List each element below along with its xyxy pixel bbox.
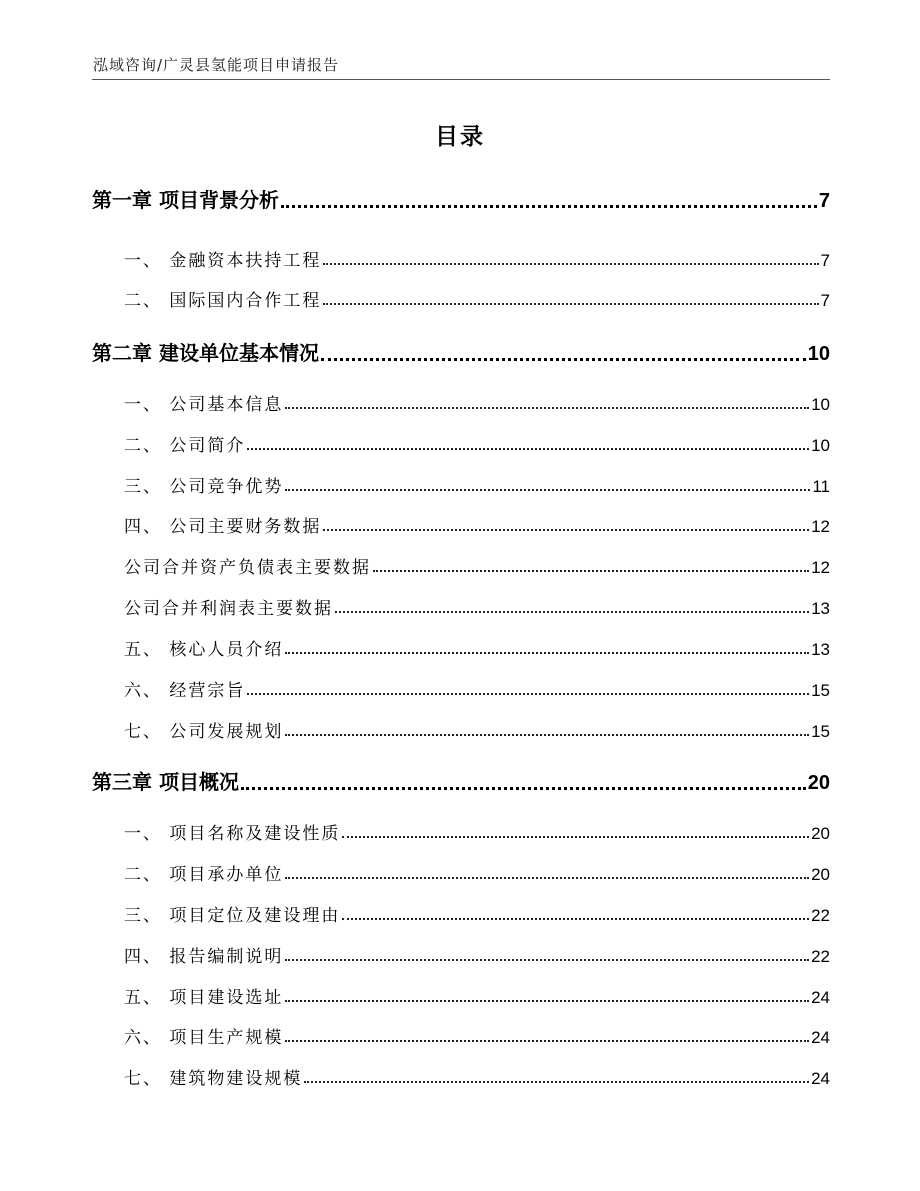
toc-entry-page: 20 <box>811 824 830 843</box>
toc-entry-page: 24 <box>811 988 830 1007</box>
toc-leader <box>285 1000 809 1002</box>
toc-entry-label: 六、 项目生产规模 <box>124 1028 284 1048</box>
toc-entry-label: 四、 报告编制说明 <box>124 947 284 967</box>
toc-entry-page: 22 <box>811 906 830 925</box>
toc-entry-page: 20 <box>811 865 830 884</box>
toc-entry-label: 第二章 建设单位基本情况 <box>92 341 319 365</box>
toc-entry-label: 七、 建筑物建设规模 <box>124 1069 303 1089</box>
toc-entry-label: 六、 经营宗旨 <box>124 681 246 701</box>
toc-section-3-3[interactable] <box>92 900 830 926</box>
toc-leader <box>323 263 818 265</box>
toc-entry-label: 公司合并利润表主要数据 <box>124 599 333 619</box>
toc-leader <box>247 693 809 695</box>
toc-entry-page: 10 <box>811 436 830 455</box>
toc-entry-page: 13 <box>811 599 830 618</box>
toc-entry-page: 15 <box>811 681 830 700</box>
toc-section-2-1[interactable] <box>92 389 830 415</box>
toc-leader <box>304 1081 809 1083</box>
toc-leader <box>323 529 809 531</box>
toc-entry-label: 第一章 项目背景分析 <box>92 188 279 212</box>
toc-leader <box>335 611 809 613</box>
toc-entry-page: 7 <box>820 251 830 270</box>
toc-entry-label: 公司合并资产负债表主要数据 <box>124 558 371 578</box>
toc-entry-page: 7 <box>820 291 830 310</box>
toc-leader <box>323 303 818 305</box>
toc-leader <box>285 877 809 879</box>
toc-section-2-7[interactable] <box>92 716 830 742</box>
toc-section-3-7[interactable] <box>92 1063 830 1089</box>
header-divider <box>92 79 830 80</box>
toc-section-3-4[interactable] <box>92 941 830 967</box>
toc-entry-page: 22 <box>811 947 830 966</box>
toc-section-2-6[interactable] <box>92 675 830 701</box>
toc-entry-label: 七、 公司发展规划 <box>124 722 284 742</box>
toc-entry-page: 12 <box>811 558 830 577</box>
toc-section-3-1[interactable] <box>92 818 830 844</box>
toc-entry-page: 24 <box>811 1028 830 1047</box>
toc-subsection-income-statement[interactable] <box>92 593 830 619</box>
toc-title: 目录 <box>435 124 485 150</box>
toc-entry-label: 一、 公司基本信息 <box>124 395 284 415</box>
toc-leader <box>285 652 809 654</box>
toc-leader <box>321 358 806 361</box>
toc-entry-page: 15 <box>811 722 830 741</box>
toc-leader <box>285 959 809 961</box>
toc-section-2-5[interactable] <box>92 634 830 660</box>
toc-entry-page: 10 <box>811 395 830 414</box>
toc-leader <box>285 1040 809 1042</box>
toc-entry-label: 三、 公司竞争优势 <box>124 477 284 497</box>
toc-leader <box>285 489 810 491</box>
toc-leader <box>342 918 809 920</box>
toc-section-3-2[interactable] <box>92 859 830 885</box>
toc-entry-page: 10 <box>807 343 830 365</box>
toc-entry-label: 二、 国际国内合作工程 <box>124 291 322 311</box>
toc-entry-page: 24 <box>811 1069 830 1088</box>
toc-leader <box>285 734 809 736</box>
toc-entry-label: 五、 项目建设选址 <box>124 988 284 1008</box>
toc-entry-label: 二、 公司简介 <box>124 436 246 456</box>
toc-section-1-2[interactable] <box>92 285 830 311</box>
toc-entry-page: 20 <box>807 772 830 794</box>
toc-section-3-6[interactable] <box>92 1022 830 1048</box>
toc-leader <box>247 448 809 450</box>
toc-entry-label: 五、 核心人员介绍 <box>124 640 284 660</box>
toc-leader <box>241 787 806 790</box>
toc-entry-label: 二、 项目承办单位 <box>124 865 284 885</box>
toc-section-2-3[interactable] <box>92 471 830 497</box>
toc-chapter-3[interactable] <box>92 765 830 795</box>
toc-entry-label: 一、 金融资本扶持工程 <box>124 251 322 271</box>
toc-section-2-2[interactable] <box>92 430 830 456</box>
toc-entry-label: 第三章 项目概况 <box>92 770 239 794</box>
toc-leader <box>281 205 817 208</box>
toc-leader <box>285 407 809 409</box>
toc-section-1-1[interactable] <box>92 245 830 271</box>
toc-leader <box>373 570 809 572</box>
toc-chapter-1[interactable] <box>92 183 830 213</box>
toc-entry-label: 四、 公司主要财务数据 <box>124 517 322 537</box>
toc-entry-page: 11 <box>812 477 830 496</box>
toc-entry-page: 12 <box>811 517 830 536</box>
header-text: 泓域咨询/广灵县氢能项目申请报告 <box>93 56 340 74</box>
toc-section-2-4[interactable] <box>92 511 830 537</box>
toc-section-3-5[interactable] <box>92 982 830 1008</box>
toc-entry-label: 三、 项目定位及建设理由 <box>124 906 341 926</box>
toc-entry-page: 7 <box>818 190 830 212</box>
toc-entry-label: 一、 项目名称及建设性质 <box>124 824 341 844</box>
toc-entry-page: 13 <box>811 640 830 659</box>
toc-leader <box>342 836 809 838</box>
toc-subsection-balance-sheet[interactable] <box>92 552 830 578</box>
toc-chapter-2[interactable] <box>92 336 830 366</box>
